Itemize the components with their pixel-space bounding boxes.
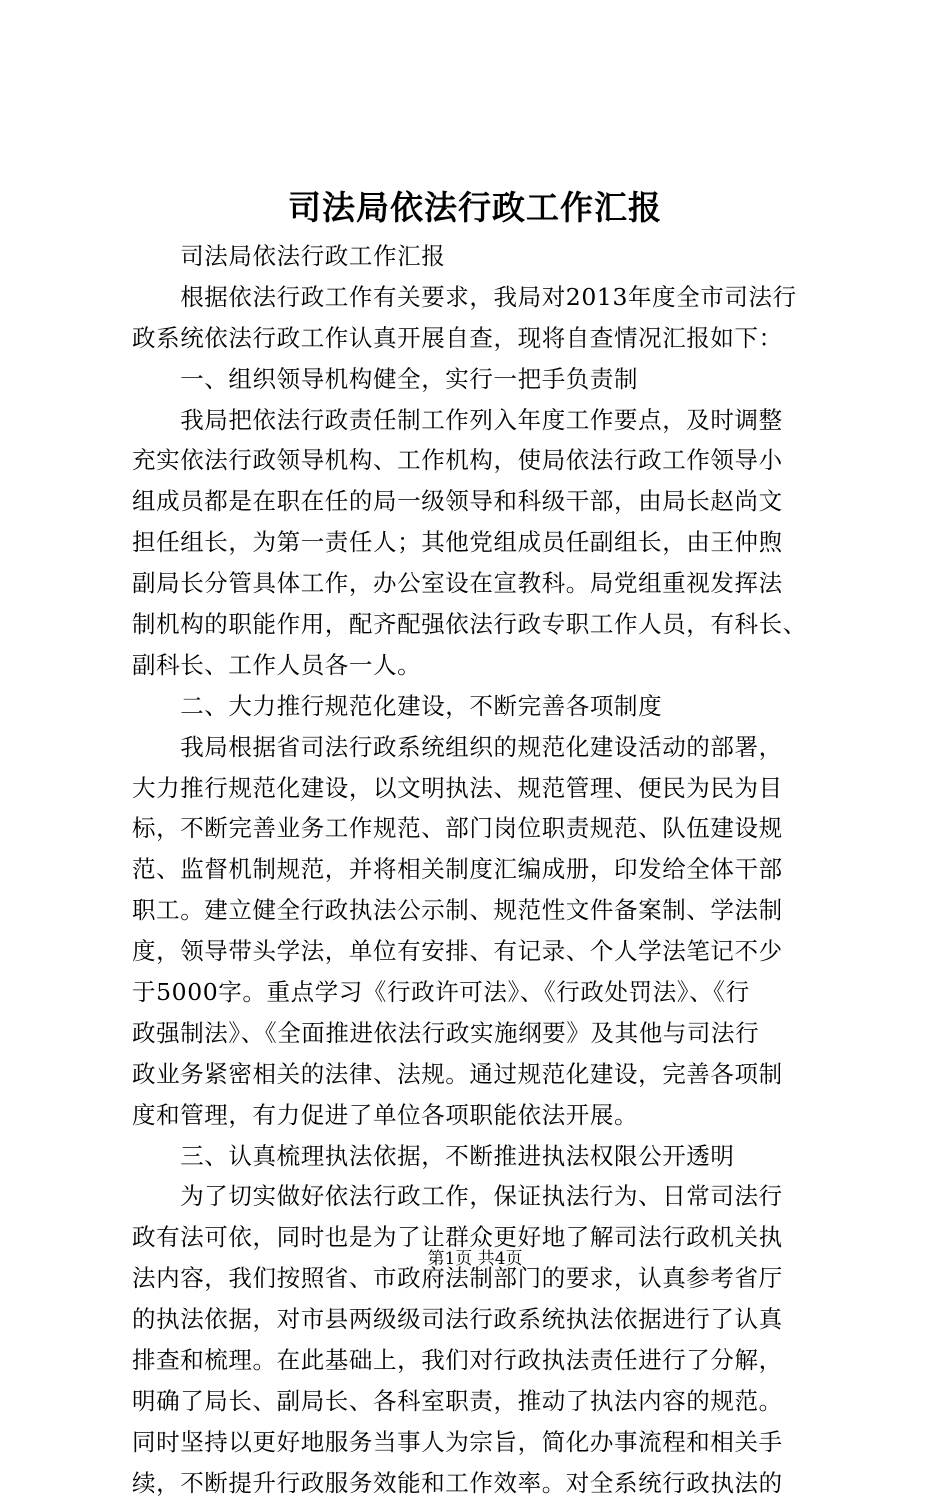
- text-line: 的执法依据，对市县两级级司法行政系统执法依据进行了认真: [132, 1305, 783, 1334]
- text-line: 担任组长，为第一责任人；其他党组成员任副组长，由王仲煦: [132, 528, 783, 557]
- text-line: 度，领导带头学法，单位有安排、有记录、个人学法笔记不少: [132, 937, 783, 966]
- text-line: 政有法可依，同时也是为了让群众更好地了解司法行政机关执: [132, 1223, 783, 1252]
- text-line: 组成员都是在职在任的局一级领导和科级干部，由局长赵尚文: [132, 487, 783, 516]
- text-line: 我局根据省司法行政系统组织的规范化建设活动的部署，: [132, 732, 783, 761]
- text-line: 度和管理，有力促进了单位各项职能依法开展。: [132, 1100, 639, 1129]
- text-line: 充实依法行政领导机构、工作机构，使局依法行政工作领导小: [132, 446, 783, 475]
- text-line: 二、大力推行规范化建设，不断完善各项制度: [132, 691, 663, 720]
- text-line: 三、认真梳理执法依据，不断推进执法权限公开透明: [132, 1141, 735, 1170]
- text-line: 明确了局长、副局长、各科室职责，推动了执法内容的规范。: [132, 1386, 783, 1415]
- text-line: 为了切实做好依法行政工作，保证执法行为、日常司法行: [132, 1182, 783, 1211]
- document-body: [132, 236, 838, 1504]
- text-line: 根据依法行政工作有关要求，我局对2013年度全市司法行: [132, 282, 797, 311]
- text-line: 政系统依法行政工作认真开展自查，现将自查情况汇报如下：: [132, 323, 783, 352]
- text-line: 大力推行规范化建设，以文明执法、规范管理、便民为民为目: [132, 773, 783, 802]
- text-line: 职工。建立健全行政执法公示制、规范性文件备案制、学法制: [132, 896, 783, 925]
- text-line: 副科长、工作人员各一人。: [132, 650, 422, 679]
- text-line: 标，不断完善业务工作规范、部门岗位职责规范、队伍建设规: [132, 814, 783, 843]
- text-line: 于5000字。重点学习《行政许可法》、《行政处罚法》、《行: [132, 978, 750, 1007]
- text-line: 续，不断提升行政服务效能和工作效率。对全系统行政执法的: [132, 1468, 783, 1497]
- text-line: 副局长分管具体工作，办公室设在宣教科。局党组重视发挥法: [132, 569, 783, 598]
- text-line: 政业务紧密相关的法律、法规。通过规范化建设，完善各项制: [132, 1059, 783, 1088]
- page-indicator: 第1页 共4页: [427, 1249, 523, 1269]
- document-title: 司法局依法行政工作汇报: [288, 188, 662, 227]
- text-line: 我局把依法行政责任制工作列入年度工作要点，及时调整: [132, 405, 783, 434]
- text-line: 排查和梳理。在此基础上，我们对行政执法责任进行了分解，: [132, 1346, 783, 1375]
- text-line: 法内容，我们按照省、市政府法制部门的要求，认真参考省厅: [132, 1264, 783, 1293]
- text-line: 司法局依法行政工作汇报: [132, 242, 446, 270]
- text-line: 同时坚持以更好地服务当事人为宗旨，简化办事流程和相关手: [132, 1427, 783, 1456]
- text-line: 一、组织领导机构健全，实行一把手负责制: [132, 364, 639, 393]
- text-line: 制机构的职能作用，配齐配强依法行政专职工作人员，有科长、: [132, 610, 807, 639]
- text-line: 政强制法》、《全面推进依法行政实施纲要》及其他与司法行: [132, 1018, 760, 1047]
- text-line: 范、监督机制规范，并将相关制度汇编成册，印发给全体干部: [132, 855, 783, 884]
